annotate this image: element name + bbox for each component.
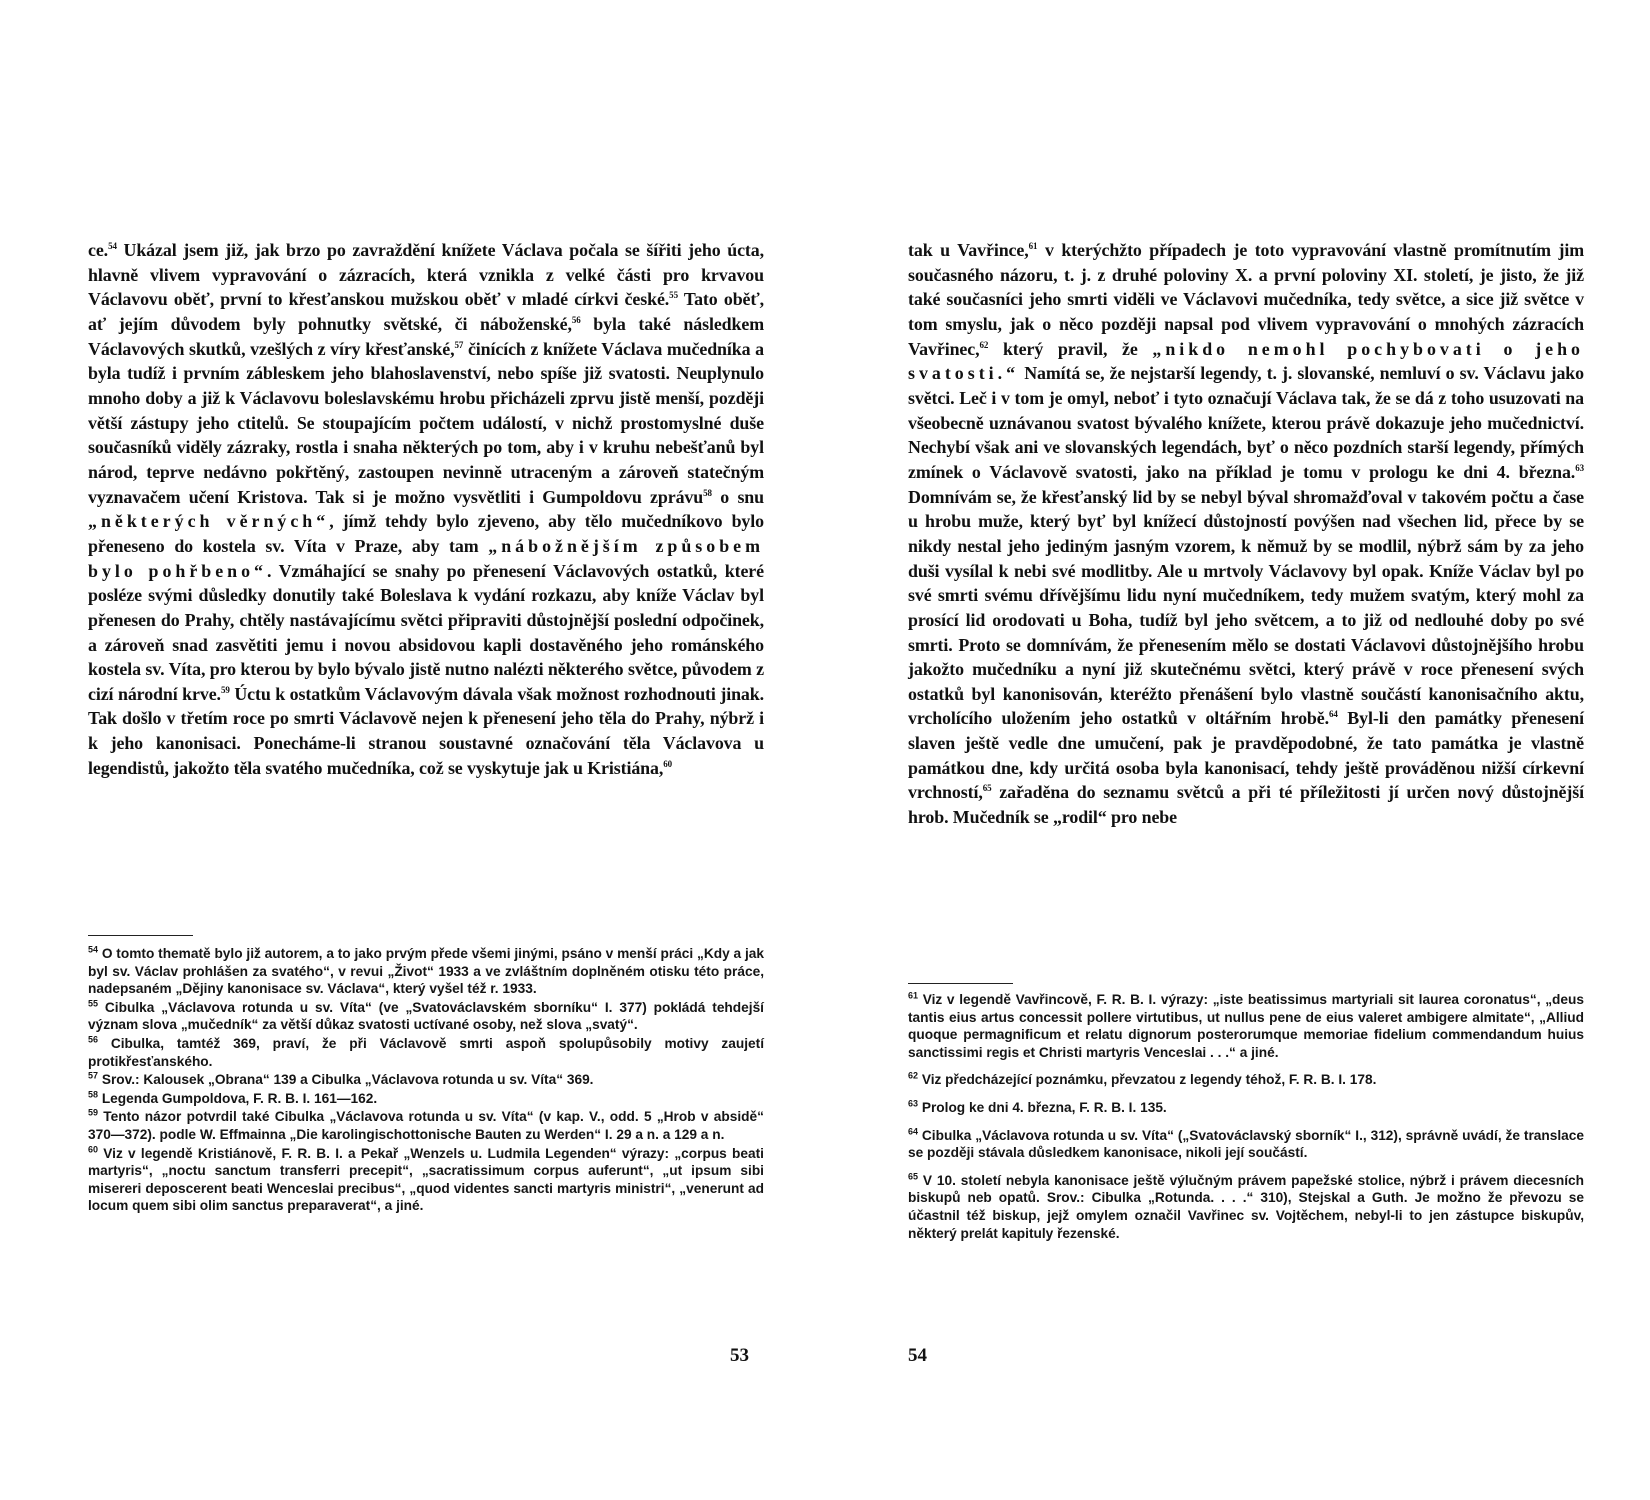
footnote-ref: 59 [88, 1107, 99, 1118]
footnote-ref: 58 [703, 487, 712, 498]
footnote-ref: 56 [571, 315, 581, 325]
text-run: , jímž tehdy bylo zjeveno, aby tělo mučedníkovo bylo přeneseno do kostela sv. Víta v Praze, aby tam [88, 511, 764, 556]
footnote-ref: 57 [88, 1070, 99, 1081]
left-page-number: 53 [730, 1345, 749, 1366]
footnote [908, 1127, 1584, 1162]
footnote-ref: 60 [88, 1143, 99, 1154]
right-footnotes [908, 991, 1584, 1252]
footnote-ref: 64 [908, 1126, 919, 1136]
footnote-ref: 65 [908, 1171, 919, 1182]
text-run: V 10. století nebyla kanonisace ještě výlučným právem papežské stolice, nýbrž i právem diecesních biskupů neb opatů. Srov.: Cibulka „Rotunda. . . .“ 310), Stejskal a Guth. Je možno že převozu se účastnil též biskup, jejž omylem označil Vavřinec sv. Vojtěchem, nebyl-li to jen zástupce biskupův, některý prelát kapituly řezenské. [908, 1172, 1584, 1241]
text-run: Prolog ke dni 4. března, F. R. B. I. 135. [918, 1099, 1167, 1115]
spaced-quote: „nábožnějším způsobem bylo pohřbeno“ [88, 535, 764, 581]
footnote-ref: 59 [220, 684, 230, 695]
text-run: Viz předcházející poznámku, převzatou z legendy téhož, F. R. B. I. 178. [918, 1072, 1377, 1088]
text-run: . Vzmáhající se snahy po přenesení Václavových ostatků, které posléze svými důsledky donutily také Boleslava k vydání rozkazu, aby kníže Václav byl přenesen do Prahy, chtěly nastávajícímu světci připraviti důstojnější poslední odpočinek, a zároveň snad zasvětiti jemu i novou absidovou kapli dostavěného jeho románského kostela sv. Víta, pro kterou by bylo bývalo jistě nutno nalézti některého světce, původem z cizí národní krve. [88, 560, 764, 704]
footnote [88, 945, 764, 998]
text-run: Tato oběť, ať jejím důvodem byly pohnutky světské, či náboženské, [88, 289, 764, 334]
text-run: Byl-li den památky přenesení slaven ještě vedle dne umučení, pak je pravděpodobné, že tato památka je vlastně památkou dne, kdy určitá osoba byla kanonisací, tehdy ještě prováděnou nižší církevní vrchností, [908, 708, 1584, 803]
footnote [908, 991, 1584, 1061]
footnote [908, 1071, 1584, 1089]
text-run: zařaděna do seznamu světců a při té příležitosti jí určen nový důstojnější hrob. Mučedník se „rodil“ pro nebe [908, 782, 1584, 828]
spaced-quote: „některých věrných“ [88, 511, 330, 532]
text-run: Úctu k ostatkům Václavovým dávala však možnost rozhodnouti jinak. Tak došlo v třetím roce po smrti Václavově nejen k přenesení jeho těla do Prahy, nýbrž i k jeho kanonisaci. Ponechámе-li stranou soustavné označování těla Václavova u legendistů, jakožto těla svatého mučedníka, což se vyskytuje jak u Kristiána, [88, 683, 764, 778]
footnote [88, 1145, 764, 1215]
text-run: Namítá se, že nejstarší legendy, t. j. slovanské, nemluví o sv. Václavu jako světci. Leč i v tom je omyl, neboť i tyto označují Václava tak, že se dá z toho usuzovati na všeobecně uznávanou svatost bývalého knížete, kterou právě dokazuje jeho mučednictví. Nechybí však ani ve slovanských legendách, byť o něco pozdních starší legendy, přímých zmínek o Václavově svatosti, jako na příklad je tomu v prologu ke dni 4. března. [908, 363, 1584, 482]
right-body-column [908, 238, 1584, 830]
right-page [825, 0, 1650, 1500]
text-run: který pravil, že [988, 338, 1153, 359]
text-run: Viz v legendě Kristiánově, F. R. B. I. a Pekař „Wenzels u. Ludmila Legenden“ výrazy: „corpus beati martyris“, „noctu sanctum transferri precepit“, „sacratissimum corpus auferunt“, „ut ipsum sibi misereri deposcerent beati Wenceslai precibus“, „quod videntes sancti martyris ministri“, „venerunt ad locum quem sibi olim sanctus preparaverat“, a jiné. [88, 1145, 764, 1214]
left-body-column [88, 238, 764, 780]
text-run: O tomto thematě bylo již autorem, a to jako prvým přede všemi jinými, psáno v menší práci „Kdy a jak byl sv. Václav prohlášen za svatého“, v revui „Život“ 1933 a ve zvláštním doplněném otisku této práce, nadepsaném „Dějiny kanonisace sv. Václava“, který vyšel též r. 1933. [88, 946, 764, 997]
footnote-ref: 60 [663, 758, 673, 769]
text-run: Tento názor potvrdil také Cibulka „Václavova rotunda u sv. Víta“ (v kap. V., odd. 5 „Hrob v absidě“ 370—372). podle W. Effmainna „Die karolingischottonische Bauten zu Werden“ I. 29 a n. a 129 a n. [88, 1109, 764, 1142]
left-footnote-rule [88, 935, 193, 936]
text-run: Srov.: Kalousek „Obrana“ 139 a Cibulka „Václavova rotunda u sv. Víta“ 369. [98, 1072, 594, 1088]
text-run: v kterýchžto případech je toto vypravování vlastně promítnutím jim současného názoru, t. j. z druhé poloviny X. a první poloviny XI. století, je jisto, že již také současníci jeho smrti viděli ve Václavovi mučedníka, tedy světce, a sice již světce v tom smyslu, jak o něco později napsal pod vlivem vypravování o mnohých zázracích Vavřinec, [908, 240, 1584, 359]
footnote-ref: 56 [88, 1034, 99, 1045]
text-run: Viz v legendě Vavřincově, F. R. B. I. výrazy: „iste beatissimus martyriali sit laurea coronatus“, „deus tantis eius artus concessit pollere virtutibus, ut nullus pene de eius valeret ambigere almitate“, „Alliud quoque permagnificum et relatu dignorum posterorumque memoriae fidelium commendandum huius sanctissimi regis et Christi martyris Venceslai . . .“ a jiné. [908, 992, 1584, 1060]
footnote-ref: 58 [88, 1089, 99, 1100]
footnote-ref: 61 [908, 990, 919, 1001]
footnote [88, 1108, 764, 1143]
text-run: tak u Vavřince, [908, 240, 1029, 260]
text-run: o snu [711, 486, 765, 507]
text-run: Cibulka „Václavova rotunda u sv. Víta“ („Svatováclavský sborník“ I., 312), správně uvádí, že translace se později stávala důsledkem kanonisace, nikoli její součástí. [908, 1127, 1584, 1161]
spaced-quote: „nikdo nemohl pochybovati o jeho svatosti.“ [908, 338, 1584, 384]
footnote-ref: 62 [908, 1070, 919, 1081]
footnote-ref: 55 [88, 998, 99, 1009]
left-body-text [88, 238, 764, 780]
footnote-ref: 65 [982, 783, 992, 794]
footnote-ref: 64 [1329, 709, 1338, 720]
footnote-ref: 54 [88, 944, 99, 955]
footnote-ref: 61 [1028, 241, 1038, 252]
footnote-ref: 55 [669, 290, 678, 301]
footnote-ref: 63 [908, 1098, 919, 1109]
footnote [88, 1071, 764, 1089]
footnote [908, 1172, 1584, 1242]
footnote-ref: 62 [979, 339, 989, 350]
footnote [908, 1099, 1584, 1117]
right-body-text [908, 238, 1584, 830]
footnote-ref: 63 [1575, 462, 1584, 473]
footnote [88, 1035, 764, 1070]
left-footnotes [88, 945, 764, 1216]
text-run: Legenda Gumpoldova, F. R. B. I. 161—162. [98, 1090, 378, 1106]
text-run: Domnívám se, že křesťanský lid by se nebyl býval shromažďoval v takovém počtu a čase u hrobu muže, který byť byl knížecí důstojností povýšen nad všechen lid, přece by se nikdy nestal jeho jediným jasným vzorem, k němuž by se modlil, nýbrž sám by za jeho duši vysílal k nebi své modlitby. Ale u mrtvoly Václavovy byl opak. Kníže Václav byl po své smrti svému dřívějšímu lidu nyní mučedníkem, tedy mužem svatým, který mohl za prosící lid orodovati u Boha, tudíž byl jeho světcem, a to již od nedlouhé doby po své smrti. Proto se domnívám, že přenesením mělo se dostati Václavovi důstojnějšího hrobu jakožto mučedníku a nyní již skutečnému světci, který právě v roce přenesení svých ostatků byl kanonisován, kteréžto přenášení bylo vlastně součástí kanonisačního aktu, vrcholícího uložením jeho ostatků v oltářním hrobě. [908, 486, 1584, 729]
right-page-number: 54 [908, 1345, 927, 1366]
text-run: Cibulka „Václavova rotunda u sv. Víta“ (ve „Svatováclavském sborníku“ I. 377) pokládá tehdejší význam slova „mučedník“ za větší důkaz svatosti uctívané osoby, než slova „svatý“. [88, 999, 764, 1033]
text-run: ce. [88, 240, 109, 260]
text-run: činících z knížete Václava mučedníka a byla tudíž i prvním zábleskem jeho blahoslavenství, nebo spíše již svatosti. Neuplynulo mnoho doby a již k Václavovu boleslavskému hrobu přicházeli zprvu jistě menší, později větší zástupy jeho ctitelů. Se stoupajícím počtem událostí, v nichž prostomyslné duše současníků viděly zázraky, rostla i snaha některých po tom, aby i v kruhu nebešťanů byl národ, teprve nedávno pokřtěný, zastoupen nevinně utraceným a zároveň statečným vyznavačem učení Kristova. Tak si je možno vysvětliti i Gumpoldovu zprávu [88, 338, 764, 507]
text-run: Ukázal jsem již, jak brzo po zavraždění knížete Václava počala se šířiti jeho úcta, hlavně vlivem vypravování o zázracích, která vznikla z velké části pro krvavou Václavovu oběť, první to křesťanskou mužskou oběť v mladé církvi české. [88, 240, 764, 310]
right-footnote-rule [908, 983, 1013, 984]
text-run: byla také následkem Václavových skutků, vzešlých z víry křesťanské, [88, 313, 765, 359]
footnote-ref: 54 [108, 241, 117, 252]
footnote-ref: 57 [454, 339, 464, 350]
text-run: Cibulka, tamtéž 369, praví, že při Václavově smrti aspoň spolupůsobily motivy zaujetí protikřesťanského. [88, 1035, 764, 1069]
footnote [88, 1090, 764, 1108]
footnote [88, 999, 764, 1034]
